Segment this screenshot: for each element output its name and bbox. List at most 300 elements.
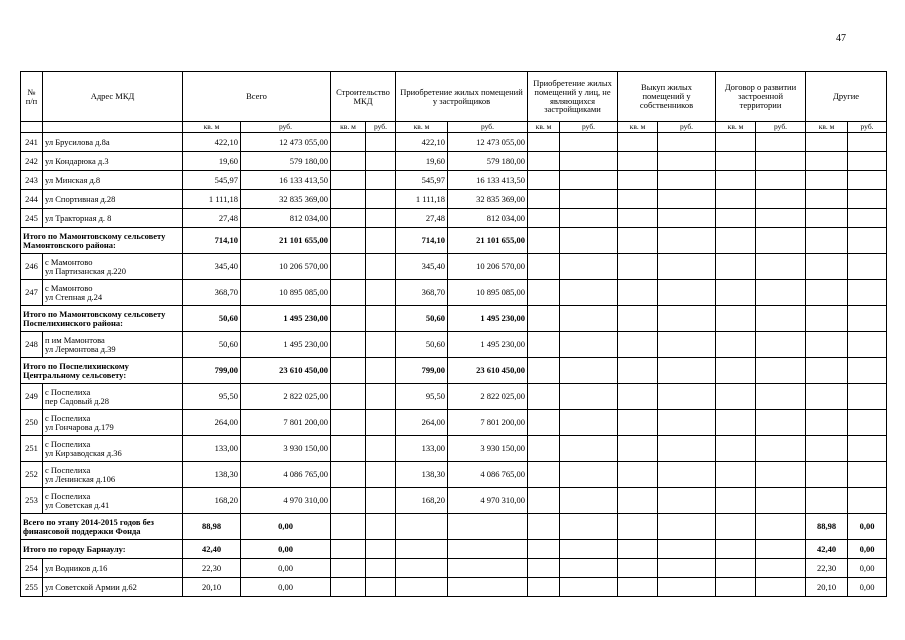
address-cell <box>43 280 183 306</box>
empty-cell <box>618 171 658 190</box>
purchase-rub: 4 086 765,00 <box>448 462 528 488</box>
empty-cell <box>618 152 658 171</box>
empty-cell <box>618 514 658 540</box>
other-area <box>806 410 848 436</box>
empty-cell <box>528 280 560 306</box>
address-cell <box>43 410 183 436</box>
total-rub: 1 495 230,00 <box>241 306 331 332</box>
empty-cell <box>716 171 756 190</box>
empty-cell <box>366 540 396 559</box>
other-rub <box>848 209 887 228</box>
empty-cell <box>560 190 618 209</box>
empty-cell <box>618 436 658 462</box>
empty-cell <box>528 436 560 462</box>
total-area: 42,40 <box>183 540 241 559</box>
address-line: с Поспелиха <box>45 386 91 397</box>
address-cell <box>43 462 183 488</box>
subtotal-row <box>21 358 887 384</box>
other-rub <box>848 332 887 358</box>
empty-cell <box>618 540 658 559</box>
address-line: ул Степная д.24 <box>45 291 103 302</box>
purchase-area: 138,30 <box>396 462 448 488</box>
address-cell <box>43 254 183 280</box>
table-row <box>21 559 887 578</box>
empty-cell <box>331 436 366 462</box>
empty-cell <box>528 332 560 358</box>
empty-cell <box>618 228 658 254</box>
row-number: 246 <box>21 254 43 280</box>
empty-cell <box>366 171 396 190</box>
empty-cell <box>560 358 618 384</box>
row-number: 243 <box>21 171 43 190</box>
empty-cell <box>658 578 716 597</box>
unit-cell-empty <box>43 122 183 133</box>
purchase-area: 368,70 <box>396 280 448 306</box>
empty-cell <box>658 209 716 228</box>
other-area <box>806 488 848 514</box>
unit-area: кв. м <box>806 122 848 133</box>
empty-cell <box>331 578 366 597</box>
empty-cell <box>658 559 716 578</box>
address-line: ул Спортивная д.28 <box>45 193 116 204</box>
total-area: 422,10 <box>183 133 241 152</box>
empty-cell <box>331 152 366 171</box>
purchase-area <box>396 578 448 597</box>
total-rub: 10 206 570,00 <box>241 254 331 280</box>
empty-cell <box>366 332 396 358</box>
empty-cell <box>716 358 756 384</box>
empty-cell <box>716 462 756 488</box>
address-line: ул Кондарюка д.3 <box>45 155 109 166</box>
total-area: 545,97 <box>183 171 241 190</box>
address-line: ул Брусилова д.8а <box>45 136 110 147</box>
empty-cell <box>528 228 560 254</box>
total-rub: 0,00 <box>241 514 331 540</box>
empty-cell <box>560 410 618 436</box>
address-cell <box>43 209 183 228</box>
purchase-area: 345,40 <box>396 254 448 280</box>
empty-cell <box>560 462 618 488</box>
empty-cell <box>756 280 806 306</box>
empty-cell <box>331 514 366 540</box>
purchase-area: 50,60 <box>396 306 448 332</box>
other-rub: 0,00 <box>848 540 887 559</box>
other-rub <box>848 171 887 190</box>
address-line: с Мамонтово <box>45 282 93 293</box>
purchase-rub: 812 034,00 <box>448 209 528 228</box>
empty-cell <box>528 514 560 540</box>
empty-cell <box>756 133 806 152</box>
other-rub: 0,00 <box>848 578 887 597</box>
other-rub <box>848 228 887 254</box>
other-area <box>806 190 848 209</box>
row-number: 247 <box>21 280 43 306</box>
address-line: ул Ленинская д.106 <box>45 473 116 484</box>
empty-cell <box>560 559 618 578</box>
empty-cell <box>331 410 366 436</box>
empty-cell <box>366 133 396 152</box>
row-number: 249 <box>21 384 43 410</box>
total-area: 95,50 <box>183 384 241 410</box>
total-rub: 812 034,00 <box>241 209 331 228</box>
empty-cell <box>618 384 658 410</box>
total-rub: 579 180,00 <box>241 152 331 171</box>
address-cell <box>43 578 183 597</box>
empty-cell <box>331 358 366 384</box>
empty-cell <box>658 152 716 171</box>
empty-cell <box>658 190 716 209</box>
purchase-area: 133,00 <box>396 436 448 462</box>
other-area <box>806 280 848 306</box>
empty-cell <box>756 254 806 280</box>
subtotal-label: Итого по Мамонтовскому сельсовету Мамонтовского района: <box>21 228 183 254</box>
empty-cell <box>331 332 366 358</box>
purchase-area <box>396 540 448 559</box>
table-row <box>21 462 887 488</box>
header-development: Договор о развитии застроенной территории <box>716 72 806 122</box>
address-line: ул Партизанская д.220 <box>45 265 127 276</box>
unit-area: кв. м <box>183 122 241 133</box>
address-line: с Поспелиха <box>45 438 91 449</box>
unit-cell-empty <box>21 122 43 133</box>
empty-cell <box>756 578 806 597</box>
row-number: 245 <box>21 209 43 228</box>
empty-cell <box>331 190 366 209</box>
address-cell <box>43 171 183 190</box>
address-cell <box>43 332 183 358</box>
empty-cell <box>331 384 366 410</box>
empty-cell <box>528 410 560 436</box>
empty-cell <box>366 436 396 462</box>
empty-cell <box>756 228 806 254</box>
header-buyout: Выкуп жилых помещений у собственников <box>618 72 716 122</box>
total-area: 88,98 <box>183 514 241 540</box>
table-row <box>21 280 887 306</box>
empty-cell <box>331 559 366 578</box>
empty-cell <box>560 152 618 171</box>
address-line: с Мамонтово <box>45 256 93 267</box>
empty-cell <box>658 171 716 190</box>
purchase-rub: 4 970 310,00 <box>448 488 528 514</box>
total-rub: 12 473 055,00 <box>241 133 331 152</box>
empty-cell <box>366 306 396 332</box>
address-line: с Поспелиха <box>45 412 91 423</box>
empty-cell <box>658 436 716 462</box>
empty-cell <box>716 152 756 171</box>
purchase-rub: 10 895 085,00 <box>448 280 528 306</box>
purchase-rub: 23 610 450,00 <box>448 358 528 384</box>
table-row <box>21 410 887 436</box>
other-rub <box>848 436 887 462</box>
empty-cell <box>366 410 396 436</box>
empty-cell <box>560 171 618 190</box>
empty-cell <box>618 410 658 436</box>
empty-cell <box>756 462 806 488</box>
other-area <box>806 171 848 190</box>
empty-cell <box>560 384 618 410</box>
header-construction: Строительство МКД <box>331 72 396 122</box>
total-area: 368,70 <box>183 280 241 306</box>
empty-cell <box>528 540 560 559</box>
table-row <box>21 190 887 209</box>
empty-cell <box>560 514 618 540</box>
unit-area: кв. м <box>716 122 756 133</box>
empty-cell <box>366 559 396 578</box>
empty-cell <box>658 228 716 254</box>
empty-cell <box>756 384 806 410</box>
empty-cell <box>716 332 756 358</box>
other-area <box>806 436 848 462</box>
empty-cell <box>716 578 756 597</box>
purchase-area: 50,60 <box>396 332 448 358</box>
total-rub: 7 801 200,00 <box>241 410 331 436</box>
empty-cell <box>756 488 806 514</box>
empty-cell <box>560 306 618 332</box>
other-area: 22,30 <box>806 559 848 578</box>
empty-cell <box>756 436 806 462</box>
empty-cell <box>560 332 618 358</box>
purchase-area: 545,97 <box>396 171 448 190</box>
purchase-rub <box>448 559 528 578</box>
empty-cell <box>331 306 366 332</box>
address-line: п им Мамонтова <box>45 334 105 345</box>
table-row <box>21 436 887 462</box>
empty-cell <box>560 133 618 152</box>
other-rub <box>848 306 887 332</box>
row-number: 253 <box>21 488 43 514</box>
unit-rub: руб. <box>366 122 396 133</box>
empty-cell <box>716 190 756 209</box>
total-area: 19,60 <box>183 152 241 171</box>
other-area <box>806 228 848 254</box>
purchase-rub: 10 206 570,00 <box>448 254 528 280</box>
purchase-rub: 21 101 655,00 <box>448 228 528 254</box>
address-line: ул Кирзаводская д.36 <box>45 447 122 458</box>
empty-cell <box>331 209 366 228</box>
purchase-rub <box>448 514 528 540</box>
address-cell <box>43 384 183 410</box>
other-rub <box>848 280 887 306</box>
unit-area: кв. м <box>618 122 658 133</box>
page-number: 47 <box>836 33 846 44</box>
empty-cell <box>366 209 396 228</box>
purchase-area <box>396 559 448 578</box>
header-purchase-nondevelopers: Приобретение жилых помещений у лиц, не являющихся застройщиками <box>528 72 618 122</box>
table-row <box>21 488 887 514</box>
total-area: 1 111,18 <box>183 190 241 209</box>
empty-cell <box>528 559 560 578</box>
unit-area: кв. м <box>396 122 448 133</box>
empty-cell <box>658 384 716 410</box>
other-rub <box>848 254 887 280</box>
total-area: 27,48 <box>183 209 241 228</box>
other-rub <box>848 488 887 514</box>
other-rub <box>848 190 887 209</box>
purchase-rub: 1 495 230,00 <box>448 332 528 358</box>
other-rub <box>848 133 887 152</box>
table-row <box>21 332 887 358</box>
row-number: 255 <box>21 578 43 597</box>
other-area <box>806 254 848 280</box>
other-area <box>806 133 848 152</box>
total-rub: 16 133 413,50 <box>241 171 331 190</box>
total-area: 50,60 <box>183 332 241 358</box>
total-rub: 4 970 310,00 <box>241 488 331 514</box>
empty-cell <box>618 488 658 514</box>
table-row <box>21 133 887 152</box>
empty-cell <box>331 462 366 488</box>
unit-rub: руб. <box>848 122 887 133</box>
purchase-area: 714,10 <box>396 228 448 254</box>
empty-cell <box>331 171 366 190</box>
empty-cell <box>366 280 396 306</box>
empty-cell <box>756 332 806 358</box>
purchase-rub: 12 473 055,00 <box>448 133 528 152</box>
empty-cell <box>716 228 756 254</box>
row-number: 252 <box>21 462 43 488</box>
empty-cell <box>716 306 756 332</box>
header-purchase-developers: Приобретение жилых помещений у застройщиков <box>396 72 528 122</box>
empty-cell <box>756 358 806 384</box>
row-number: 242 <box>21 152 43 171</box>
empty-cell <box>618 578 658 597</box>
purchase-area: 422,10 <box>396 133 448 152</box>
unit-rub: руб. <box>756 122 806 133</box>
empty-cell <box>716 280 756 306</box>
purchase-area: 168,20 <box>396 488 448 514</box>
empty-cell <box>658 540 716 559</box>
purchase-rub <box>448 578 528 597</box>
purchase-rub <box>448 540 528 559</box>
other-rub <box>848 358 887 384</box>
unit-rub: руб. <box>448 122 528 133</box>
other-rub <box>848 152 887 171</box>
empty-cell <box>528 578 560 597</box>
other-area <box>806 152 848 171</box>
other-rub <box>848 410 887 436</box>
unit-rub: руб. <box>658 122 716 133</box>
subtotal-label: Итого по Поспелихинскому Центральному сельсовету: <box>21 358 183 384</box>
empty-cell <box>366 384 396 410</box>
row-number: 241 <box>21 133 43 152</box>
purchase-rub: 7 801 200,00 <box>448 410 528 436</box>
empty-cell <box>658 488 716 514</box>
other-area <box>806 209 848 228</box>
subtotal-label: Итого по городу Барнаулу: <box>21 540 183 559</box>
total-area: 138,30 <box>183 462 241 488</box>
empty-cell <box>560 540 618 559</box>
purchase-rub: 3 930 150,00 <box>448 436 528 462</box>
purchase-rub: 579 180,00 <box>448 152 528 171</box>
address-line: с Поспелиха <box>45 464 91 475</box>
empty-cell <box>716 559 756 578</box>
subtotal-row <box>21 228 887 254</box>
empty-cell <box>366 228 396 254</box>
empty-cell <box>331 228 366 254</box>
empty-cell <box>716 254 756 280</box>
empty-cell <box>560 209 618 228</box>
empty-cell <box>331 254 366 280</box>
empty-cell <box>528 133 560 152</box>
empty-cell <box>528 462 560 488</box>
total-rub: 0,00 <box>241 559 331 578</box>
other-rub <box>848 462 887 488</box>
empty-cell <box>658 462 716 488</box>
empty-cell <box>716 133 756 152</box>
unit-area: кв. м <box>331 122 366 133</box>
empty-cell <box>618 559 658 578</box>
purchase-rub: 1 495 230,00 <box>448 306 528 332</box>
empty-cell <box>658 133 716 152</box>
other-area <box>806 306 848 332</box>
total-rub: 0,00 <box>241 578 331 597</box>
empty-cell <box>618 462 658 488</box>
address-line: ул Лермонтова д.39 <box>45 343 116 354</box>
empty-cell <box>528 358 560 384</box>
total-rub: 0,00 <box>241 540 331 559</box>
other-rub: 0,00 <box>848 559 887 578</box>
other-area: 20,10 <box>806 578 848 597</box>
empty-cell <box>528 254 560 280</box>
purchase-area: 1 111,18 <box>396 190 448 209</box>
other-area <box>806 384 848 410</box>
purchase-area: 95,50 <box>396 384 448 410</box>
other-area <box>806 462 848 488</box>
row-number: 244 <box>21 190 43 209</box>
empty-cell <box>618 209 658 228</box>
empty-cell <box>756 410 806 436</box>
other-rub: 0,00 <box>848 514 887 540</box>
purchase-area: 19,60 <box>396 152 448 171</box>
total-area: 264,00 <box>183 410 241 436</box>
empty-cell <box>366 578 396 597</box>
row-number: 248 <box>21 332 43 358</box>
address-line: ул Минская д.8 <box>45 174 101 185</box>
empty-cell <box>366 190 396 209</box>
empty-cell <box>658 332 716 358</box>
table-body <box>21 133 887 597</box>
empty-cell <box>658 358 716 384</box>
total-area: 50,60 <box>183 306 241 332</box>
header-address: Адрес МКД <box>43 72 183 122</box>
table-row <box>21 209 887 228</box>
address-line: ул Тракторная д. 8 <box>45 212 112 223</box>
total-area: 133,00 <box>183 436 241 462</box>
purchase-area: 799,00 <box>396 358 448 384</box>
total-rub: 3 930 150,00 <box>241 436 331 462</box>
empty-cell <box>618 133 658 152</box>
empty-cell <box>716 514 756 540</box>
row-number: 251 <box>21 436 43 462</box>
address-line: пер Садовый д.28 <box>45 395 110 406</box>
empty-cell <box>716 209 756 228</box>
total-area: 799,00 <box>183 358 241 384</box>
empty-cell <box>528 190 560 209</box>
total-area: 22,30 <box>183 559 241 578</box>
total-rub: 10 895 085,00 <box>241 280 331 306</box>
address-cell <box>43 436 183 462</box>
empty-cell <box>366 488 396 514</box>
subtotal-row <box>21 306 887 332</box>
purchase-area <box>396 514 448 540</box>
empty-cell <box>658 280 716 306</box>
address-line: ул Водников д.16 <box>45 562 108 573</box>
empty-cell <box>756 209 806 228</box>
empty-cell <box>528 306 560 332</box>
empty-cell <box>618 254 658 280</box>
purchase-rub: 32 835 369,00 <box>448 190 528 209</box>
purchase-area: 264,00 <box>396 410 448 436</box>
